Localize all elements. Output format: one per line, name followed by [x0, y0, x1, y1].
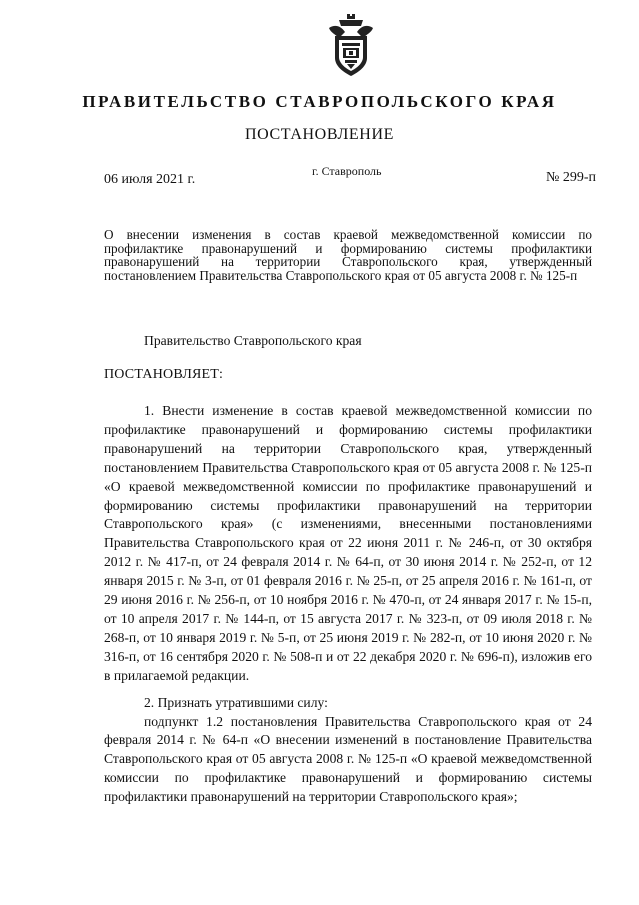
- resolves-heading: ПОСТАНОВЛЯЕТ:: [104, 367, 224, 382]
- document-body: [104, 402, 592, 807]
- government-title: ПРАВИТЕЛЬСТВО СТАВРОПОЛЬСКОГО КРАЯ: [82, 92, 557, 111]
- document-type: ПОСТАНОВЛЕНИЕ: [245, 126, 394, 143]
- preamble: Правительство Ставропольского края: [144, 333, 362, 348]
- document-number: № 299-п: [545, 170, 596, 185]
- paragraph-2: 2. Признать утратившими силу:: [144, 694, 328, 710]
- coat-of-arms-icon: [327, 14, 375, 78]
- paragraph-3: подпункт 1.2 постановления Правительства Ставропольского края от 24 февраля 2014 г. № 64-п «О внесении изменений в постановление Правительства Ставропольского края от 05 августа 2008 г. № 125-п «О краевой межведомственной комиссии по профилактике правонарушений и формированию системы профилактики правонарушений на территории Ставропольского края»;: [104, 713, 592, 805]
- document-date: 06 июля 2021 г.: [104, 172, 196, 187]
- document-subject: О внесении изменения в состав краевой межведомственной комиссии по профилактике правонарушений и формированию системы профилактики правонарушений на территории Ставропольского края, утвержденный постановлением Правительства Ставропольского края от 05 августа 2008 г. № 125-п: [104, 227, 592, 283]
- document-city: г. Ставрополь: [312, 164, 382, 178]
- paragraph-1: 1. Внести изменение в состав краевой межведомственной комиссии по профилактике правонарушений и формированию системы профилактики правонарушений на территории Ставропольского края, утвержденный постановлением Правительства Ставропольского края от 05 августа 2008 г. № 125-п «О краевой межведомственной комиссии по профилактике правонарушений и формированию системы профилактики правонарушений на территории Ставропольского края» (с изменениями, внесенными постановлениями Правительства Ставропольского края от 22 июня 2011 г. № 246-п, от 30 октября 2012 г. № 417-п, от 24 февраля 2014 г. № 64-п, от 30 июня 2014 г. № 252-п, от 12 января 2015 г. № 3-п, от 01 февраля 2016 г. № 25-п, от 25 апреля 2016 г. № 161-п, от 29 июня 2016 г. № 256-п, от 10 ноября 2016 г. № 470-п, от 24 января 2017 г. № 15-п, от 10 апреля 2017 г. № 144-п, от 15 августа 2017 г. № 323-п, от 09 июля 2018 г. № 268-п, от 10 января 2019 г. № 5-п, от 25 июня 2019 г. № 282-п, от 10 июня 2020 г. № 316-п, от 16 сентября 2020 г. № 508-п и от 22 декабря 2020 г. № 696-п), изложив его в прилагаемой редакции.: [104, 403, 592, 683]
